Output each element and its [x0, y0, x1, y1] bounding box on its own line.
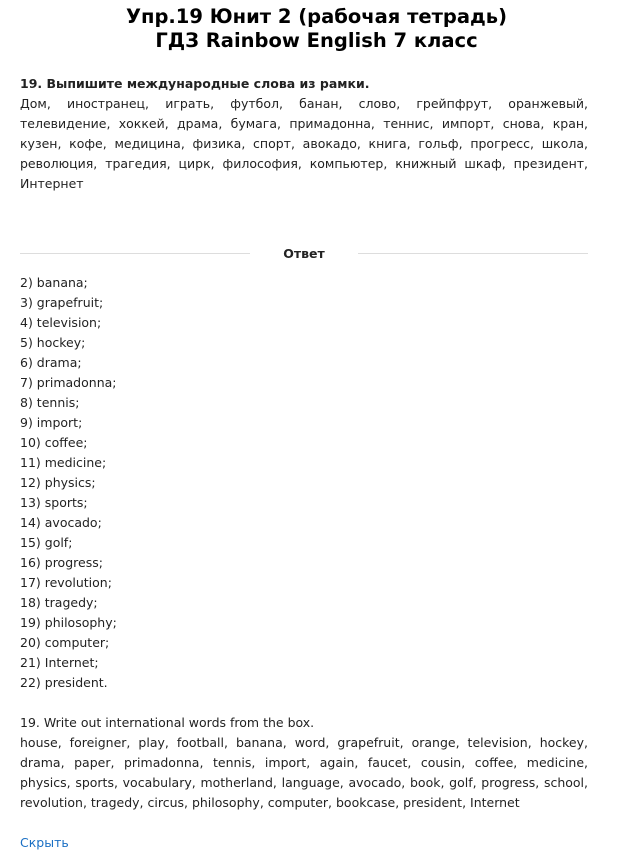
answer-item: 16) progress; — [20, 555, 103, 570]
answer-item: 22) president. — [20, 675, 108, 690]
answer-item: 20) computer; — [20, 635, 110, 650]
answer-item: 10) coffee; — [20, 435, 88, 450]
task-words-en: house, foreigner, play, football, banana, word, grapefruit, orange, television, hockey, drama, paper, primadonna, tennis, import, again, faucet, cousin, coffee, medicine, physics, sports, vocabulary, motherland, language, avocado, book, golf, progress, school, revolution, tragedy, circus, philosophy, computer, bookcase, president, Internet — [20, 735, 588, 810]
answer-item: 18) tragedy; — [20, 595, 98, 610]
answer-item: 4) television; — [20, 315, 102, 330]
task-heading-ru: 19. Выпишите международные слова из рамки. — [20, 76, 370, 91]
answer-item: 17) revolution; — [20, 575, 112, 590]
divider-line-right — [358, 253, 588, 254]
answer-item: 21) Internet; — [20, 655, 99, 670]
answer-item: 13) sports; — [20, 495, 88, 510]
page-title: Упр.19 Юнит 2 (рабочая тетрадь) — [125, 5, 508, 28]
task-words-ru: Дом, иностранец, играть, футбол, банан, слово, грейпфрут, оранжевый, телевидение, хоккей, драма, бумага, примадонна, теннис, импорт, снова, кран, кузен, кофе, медицина, физика, спорт, авокадо, книга, гольф, прогресс, школа, революция, трагедия, цирк, философия, компьютер, книжный шкаф, президент, Интернет — [20, 96, 588, 191]
answer-item: 2) banana; — [20, 275, 88, 290]
answer-item: 7) primadonna; — [20, 375, 117, 390]
page-subtitle: ГДЗ Rainbow English 7 класс — [155, 29, 478, 52]
answer-item: 14) avocado; — [20, 515, 102, 530]
answer-item: 19) philosophy; — [20, 615, 117, 630]
answer-item: 9) import; — [20, 415, 83, 430]
answer-divider-label: Ответ — [283, 246, 325, 261]
answer-item: 8) tennis; — [20, 395, 80, 410]
answer-divider — [20, 244, 588, 264]
answer-item: 3) grapefruit; — [20, 295, 104, 310]
answer-item: 15) golf; — [20, 535, 73, 550]
hide-link[interactable]: Скрыть — [20, 835, 69, 850]
answer-item: 5) hockey; — [20, 335, 86, 350]
answer-list — [20, 273, 117, 693]
task-heading-en: 19. Write out international words from the box. — [20, 715, 315, 730]
answer-item: 6) drama; — [20, 355, 82, 370]
answer-item: 11) medicine; — [20, 455, 107, 470]
answer-item: 12) physics; — [20, 475, 96, 490]
